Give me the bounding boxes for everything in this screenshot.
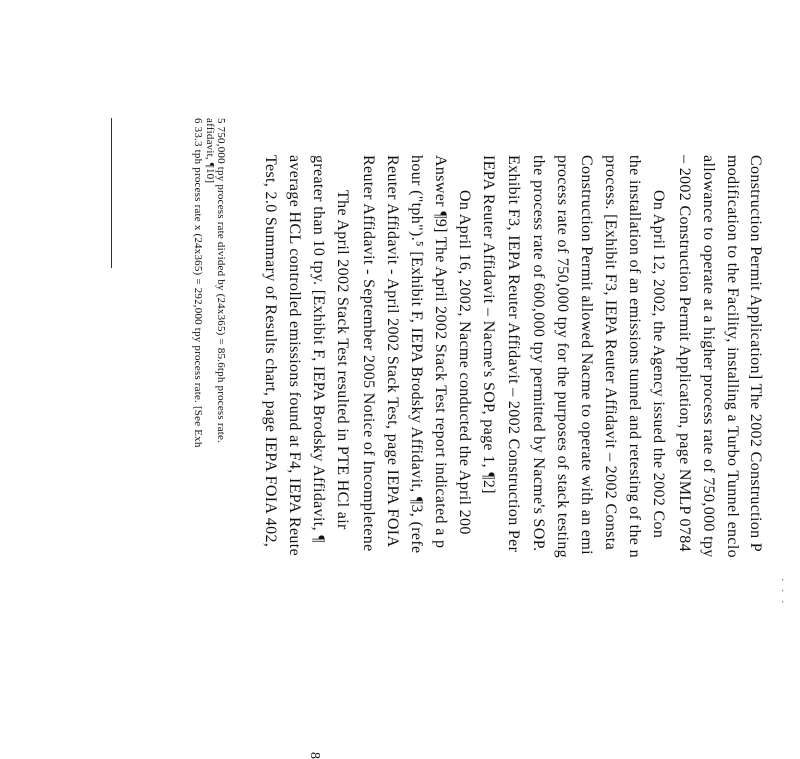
body-line-15: hour ("tph").⁵ [Exhibit F, IEPA Brodsky Affidavit, ¶3, (refe <box>408 155 425 554</box>
footnote-5: 5 750,000 tpy process rate divided by (24x365) = 85.6tph process rate. <box>215 118 227 444</box>
body-line-10: the process rate of 600,000 tpy permitted by Nacme's SOP. <box>530 155 547 552</box>
page-number: 8 <box>307 752 322 759</box>
body-line-9: process rate of 750,000 tpy for the purposes of stack testing <box>554 155 571 559</box>
body-line-19: greater than 10 tpy. [Exhibit F, IEPA Brodsky Affidavit, ¶ <box>310 155 327 543</box>
body-line-4: – 2002 Construction Permit Application, page NMLP 0784 <box>676 155 693 552</box>
body-line-21: Test, 2.0 Summary of Results chart, page IEPA FOIA 402, <box>262 155 279 548</box>
body-line-14: Answer ¶9] The April 2002 Stack Test report indicated a p <box>432 155 449 549</box>
body-line-7: process. [Exhibit F3, IEPA Reuter Affidavit – 2002 Consta <box>602 155 619 551</box>
body-line-17: Reuter Affidavit - September 2005 Notice of Incompletene <box>360 155 377 552</box>
footnote-5-continued: affidavit, ¶10] <box>204 118 216 184</box>
body-line-6: the installation of an emissions tunnel and retesting of the n <box>626 155 643 558</box>
body-line-3: allowance to operate at a higher process rate of 750,000 tpy <box>700 155 717 558</box>
body-line-5: On April 12, 2002, the Agency issued the 2002 Con <box>650 190 667 539</box>
body-line-11: Exhibit F3, IEPA Reuter Affidavit – 2002 Construction Per <box>505 155 522 553</box>
scan-specks: . . . <box>779 578 790 606</box>
body-line-13: On April 16, 2002, Nacme conducted the April 200 <box>456 190 473 535</box>
body-line-18: The April 2002 Stack Test resulted in PTE HCl air <box>334 190 351 530</box>
body-line-8: Construction Permit allowed Nacme to operate with an emi <box>578 155 595 555</box>
footnote-6: 6 33.3 tph process rate x (24x365) = 292,000 tpy process rate. [See Exh <box>192 118 204 448</box>
footnote-rule <box>111 118 112 268</box>
body-line-20: average HCL controlled emissions found at F4, IEPA Reute <box>286 155 303 557</box>
body-line-2: modification to the Facility, installing a Turbo Tunnel enclo <box>724 155 741 558</box>
body-line-12: IEPA Reuter Affidavit – Nacme's SOP, page 1, ¶2] <box>480 155 497 494</box>
body-line-1: Construction Permit Application] The 2002 Construction P <box>747 155 764 553</box>
body-line-16: Reuter Affidavit - April 2002 Stack Test, page IEPA FOIA <box>384 155 401 548</box>
